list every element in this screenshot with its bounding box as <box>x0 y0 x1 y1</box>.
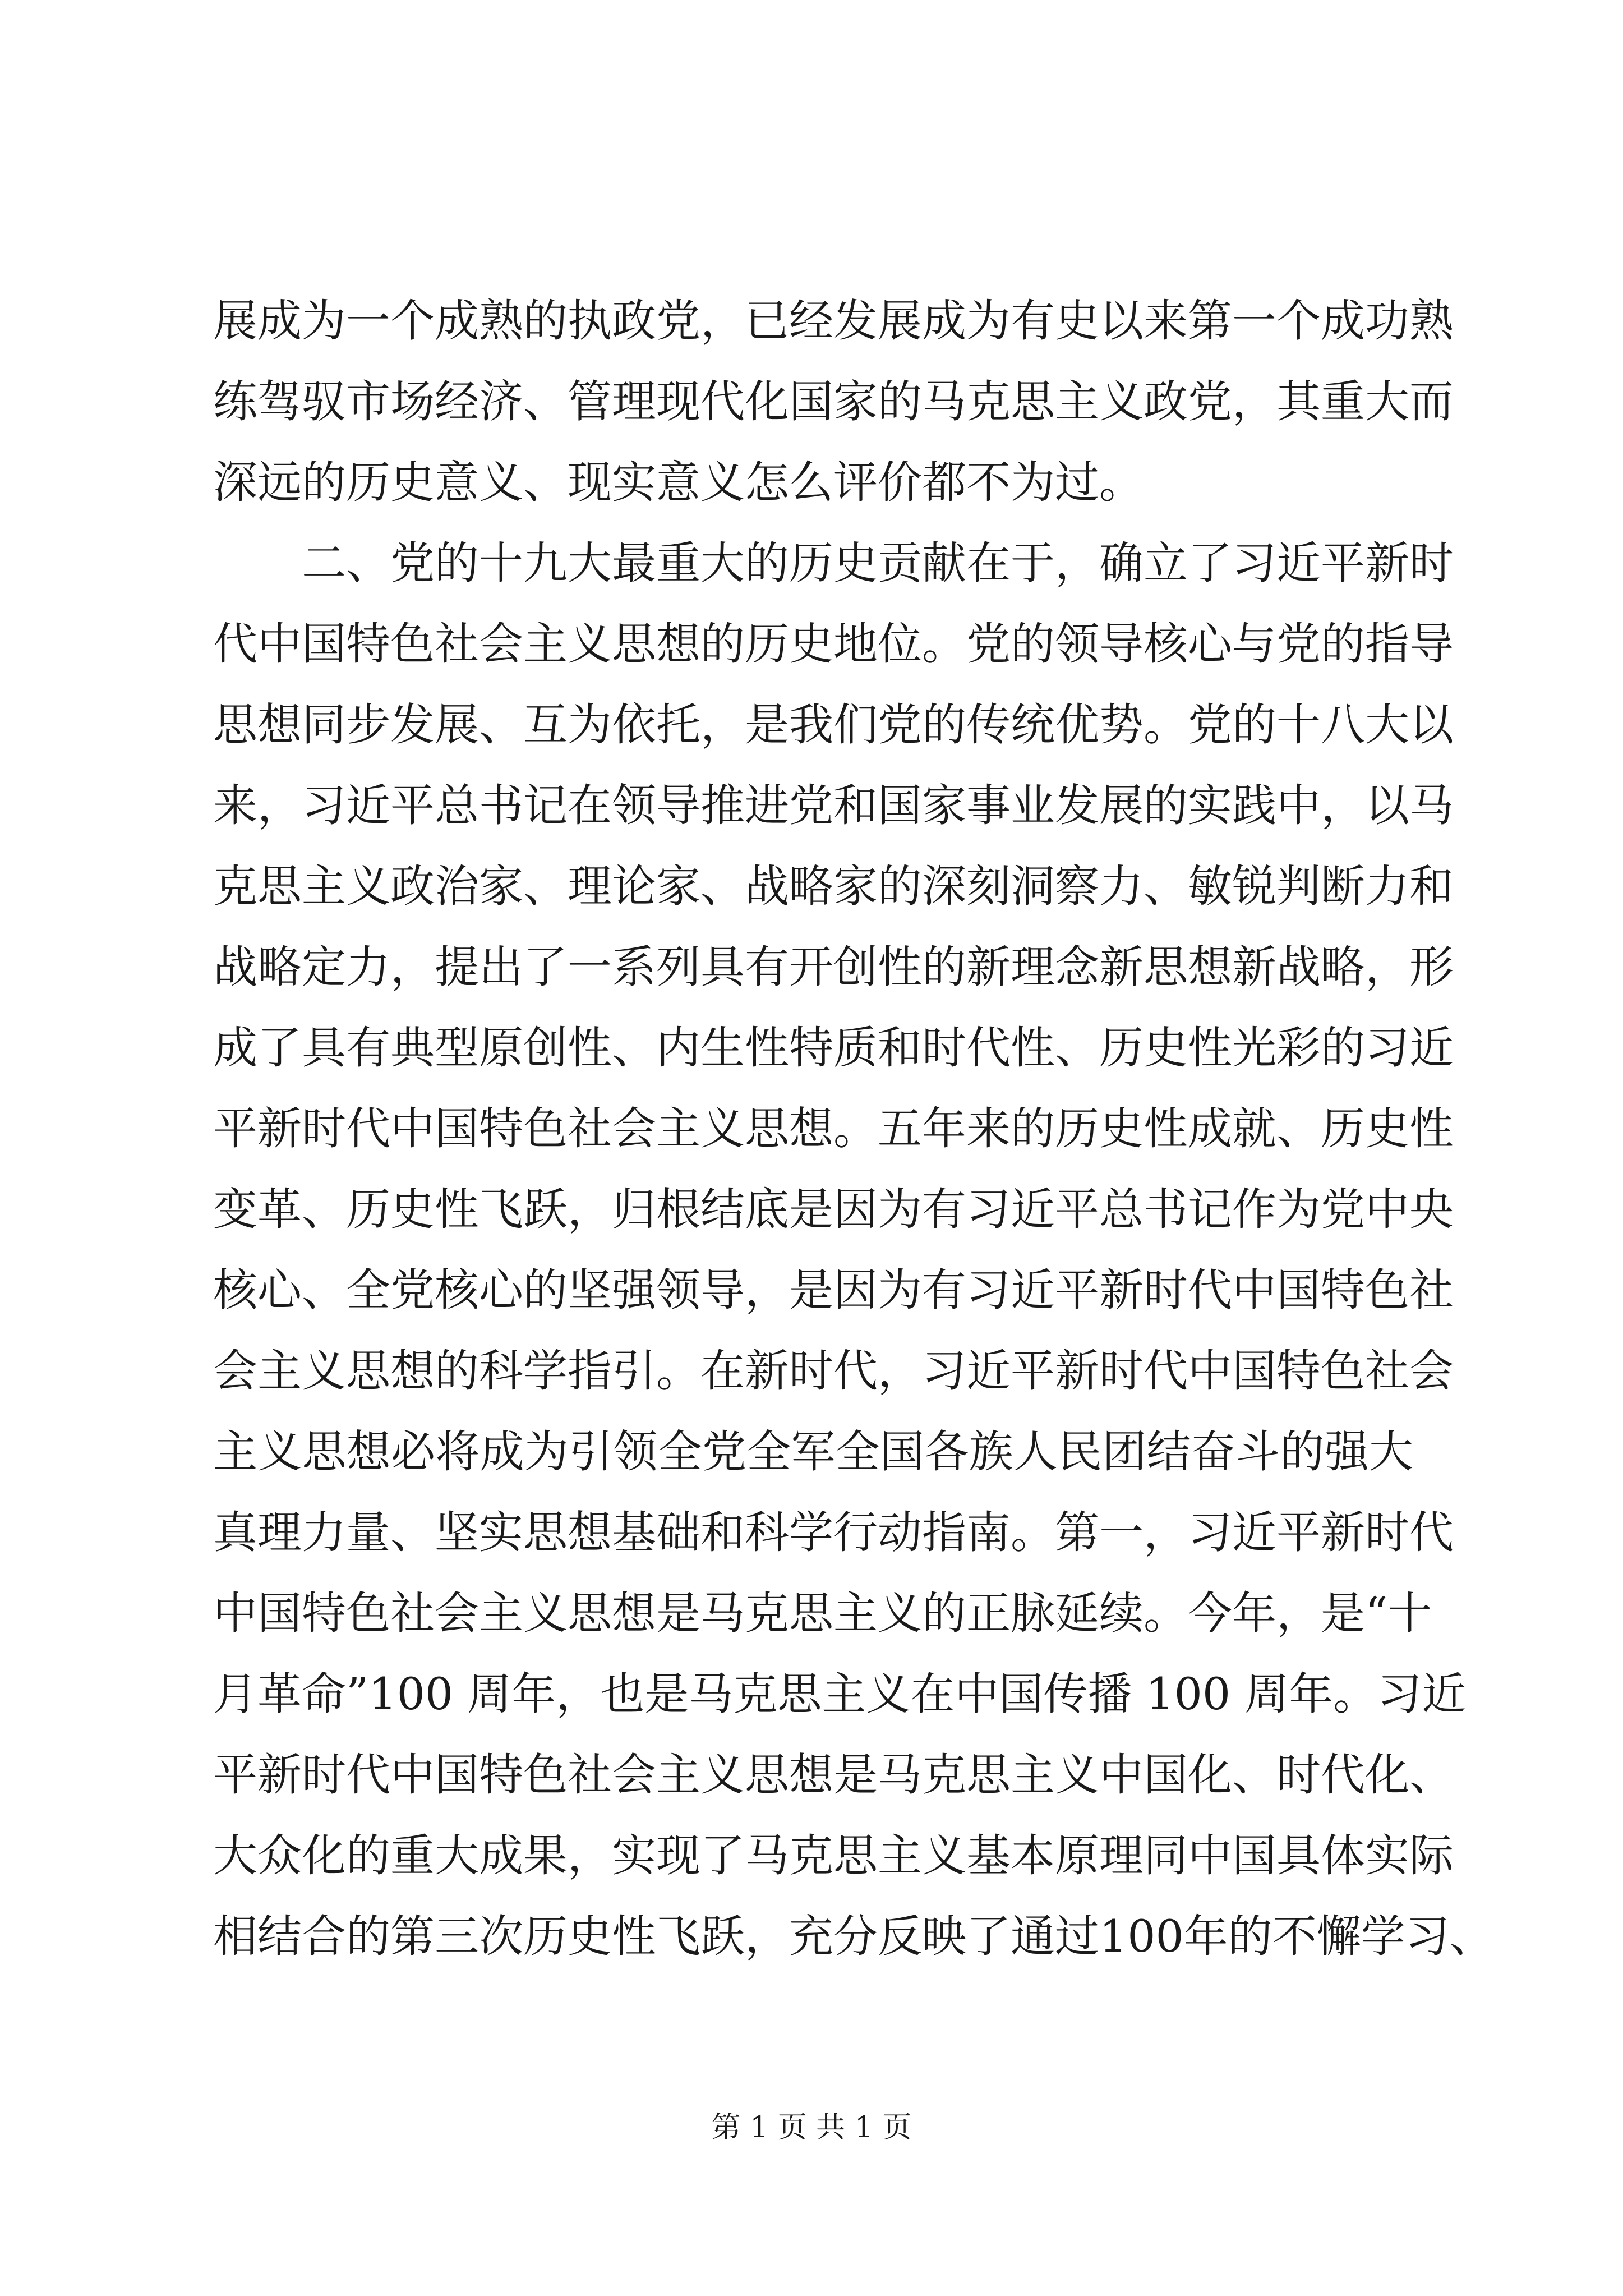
text-line: 相结合的第三次历史性飞跃，充分反映了通过100年的不懈学习、 <box>213 1911 1494 1962</box>
text-line: 代中国特色社会主义思想的历史地位。党的领导核心与党的指导 <box>213 618 1454 670</box>
text-line: 变革、历史性飞跃，归根结底是因为有习近平总书记作为党中央 <box>213 1184 1454 1235</box>
text-line: 核心、全党核心的坚强领导，是因为有习近平新时代中国特色社 <box>213 1264 1454 1316</box>
text-line: 会主义思想的科学指引。在新时代，习近平新时代中国特色社会 <box>213 1345 1454 1397</box>
text-line: 成了具有典型原创性、内生性特质和时代性、历史性光彩的习近 <box>213 1022 1454 1074</box>
text-line: 平新时代中国特色社会主义思想是马克思主义中国化、时代化、 <box>213 1749 1454 1801</box>
text-line: 思想同步发展、互为依托，是我们党的传统优势。党的十八大以 <box>213 699 1454 751</box>
text-line: 月革命”100 周年，也是马克思主义在中国传播 100 周年。习近 <box>213 1668 1467 1720</box>
text-line: 克思主义政治家、理论家、战略家的深刻洞察力、敏锐判断力和 <box>213 861 1454 912</box>
text-line: 展成为一个成熟的执政党，已经发展成为有史以来第一个成功熟 <box>213 295 1454 347</box>
text-line: 来，习近平总书记在领导推进党和国家事业发展的实践中，以马 <box>213 780 1454 831</box>
text-line: 大众化的重大成果，实现了马克思主义基本原理同中国具体实际 <box>213 1830 1454 1881</box>
text-line: 战略定力，提出了一系列具有开创性的新理念新思想新战略，形 <box>213 941 1454 993</box>
text-line: 平新时代中国特色社会主义思想。五年来的历史性成就、历史性 <box>213 1103 1454 1154</box>
text-line: 练驾驭市场经济、管理现代化国家的马克思主义政党，其重大而 <box>213 376 1454 427</box>
text-line: 深远的历史意义、现实意义怎么评价都不为过。 <box>213 457 1144 508</box>
text-line: 主义思想必将成为引领全党全军全国各族人民团结奋斗的强大 <box>213 1426 1413 1478</box>
text-line: 二、党的十九大最重大的历史贡献在于，确立了习近平新时 <box>213 537 1454 589</box>
body-text <box>213 280 1494 1977</box>
text-line: 中国特色社会主义思想是马克思主义的正脉延续。今年，是“十 <box>213 1588 1432 1639</box>
text-line: 真理力量、坚实思想基础和科学行动指南。第一，习近平新时代 <box>213 1507 1454 1558</box>
page-footer: 第 1 页 共 1 页 <box>711 2111 912 2145</box>
